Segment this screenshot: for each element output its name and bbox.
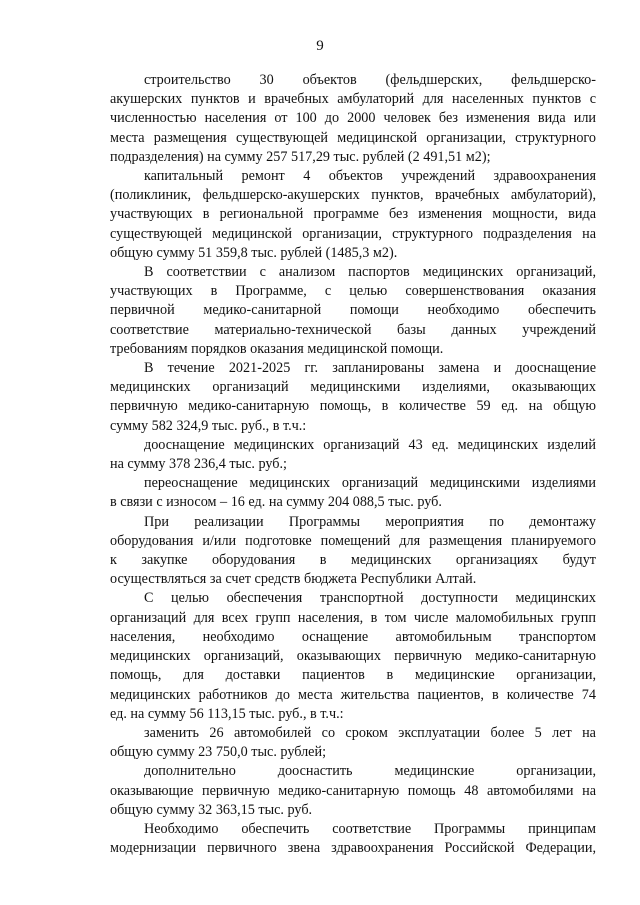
paragraph-capital-repair [110,167,596,263]
text-line: В течение 2021-2025 гг. запланированы замена и дооснащение [144,360,596,377]
text-line: дополнительно дооснастить медицинские организации, [144,763,596,780]
text-line: подразделения) на сумму 257 517,29 тыс. рублей (2 491,51 м2); [110,148,491,165]
text-line: заменить 26 автомобилей со сроком эксплуатации более 5 лет на [144,724,596,741]
text-line: модернизации первичного звена здравоохранения Российской Федерации, [110,840,596,857]
text-line: участвующих в региональной программе без изменения мощности, вида [110,206,596,223]
text-line: на сумму 378 236,4 тыс. руб.; [110,456,287,473]
text-line: численностью населения от 100 до 2000 человек без изменения вида или [110,110,596,127]
page-number: 9 [316,38,324,54]
text-line: в связи с износом – 16 ед. на сумму 204 088,5 тыс. руб. [110,494,442,511]
text-line: первичную медико-санитарную помощь, в количестве 59 ед. на общую [110,398,596,415]
text-line: первичной медико-санитарной помощи необходимо обеспечить [110,302,596,319]
text-line: осуществляться за счет средств бюджета Республики Алтай. [110,571,477,588]
text-line: С целью обеспечения транспортной доступности медицинских [144,590,596,607]
text-line: ед. на сумму 56 113,15 тыс. руб., в т.ч.: [110,705,344,722]
text-line: капитальный ремонт 4 объектов учреждений здравоохранения [144,168,596,185]
paragraph-passport-analysis [110,263,596,359]
text-line: общую сумму 51 359,8 тыс. рублей (1485,3 м2). [110,244,398,261]
text-line: оказывающие первичную медико-санитарную помощь 48 автомобилями на [110,782,596,799]
text-line: участвующих в Программе, с целью совершенствования оказания [110,283,596,300]
text-line: дооснащение медицинских организаций 43 ед. медицинских изделий [144,436,596,453]
text-line: медицинских организаций, оказывающих первичную медико-санитарную [110,648,596,665]
text-line: существующей медицинской организации, структурного подразделения на [110,225,596,242]
text-line: общую сумму 32 363,15 тыс. руб. [110,801,313,818]
text-line: В соответствии с анализом паспортов медицинских организаций, [144,264,596,281]
text-line: При реализации Программы мероприятия по демонтажу [144,513,596,530]
text-line: организаций для всех групп населения, в том числе маломобильных групп [110,609,596,626]
paragraph-additional-equipment [110,436,596,474]
text-line: (поликлиник, фельдшерско-акушерских пунктов, врачебных амбулаторий), [110,187,596,204]
text-line: помощь, для доставки пациентов в медицинские организации, [110,667,596,684]
paragraph-equipment-plan [110,359,596,436]
text-line: соответствие материально-технической базы данных учреждений [110,321,596,338]
document-body [110,71,596,858]
text-line: строительство 30 объектов (фельдшерских, фельдшерско- [144,72,596,88]
text-line: Необходимо обеспечить соответствие Программы принципам [144,820,596,837]
text-line: медицинских организаций медицинскими изделиями, оказывающих [110,379,596,396]
text-line: к закупке оборудования в медицинских организациях будут [110,552,596,569]
text-line: акушерских пунктов и врачебных амбулаторий для населенных пунктов с [110,91,596,108]
paragraph-transport [110,589,596,723]
paragraph-dismantling [110,513,596,590]
text-line: общую сумму 23 750,0 тыс. рублей; [110,744,327,761]
paragraph-re-equipment [110,474,596,512]
text-line: населения, необходимо оснащение автомобильным транспортом [110,628,596,645]
paragraph-modernization-principles [110,820,596,858]
text-line: требованиям порядков оказания медицинской помощи. [110,340,444,357]
paragraph-additional-vehicles [110,762,596,820]
text-line: места размещения существующей медицинской организации, структурного [110,129,596,146]
paragraph-construction [110,71,596,167]
paragraph-replace-vehicles [110,724,596,762]
text-line: переоснащение медицинских организаций медицинскими изделиями [144,475,596,492]
text-line: сумму 582 324,9 тыс. руб., в т.ч.: [110,417,307,434]
text-line: оборудования и/или подготовке помещений для размещения планируемого [110,532,596,549]
text-line: медицинских работников до места жительства пациентов, в количестве 74 [110,686,596,703]
